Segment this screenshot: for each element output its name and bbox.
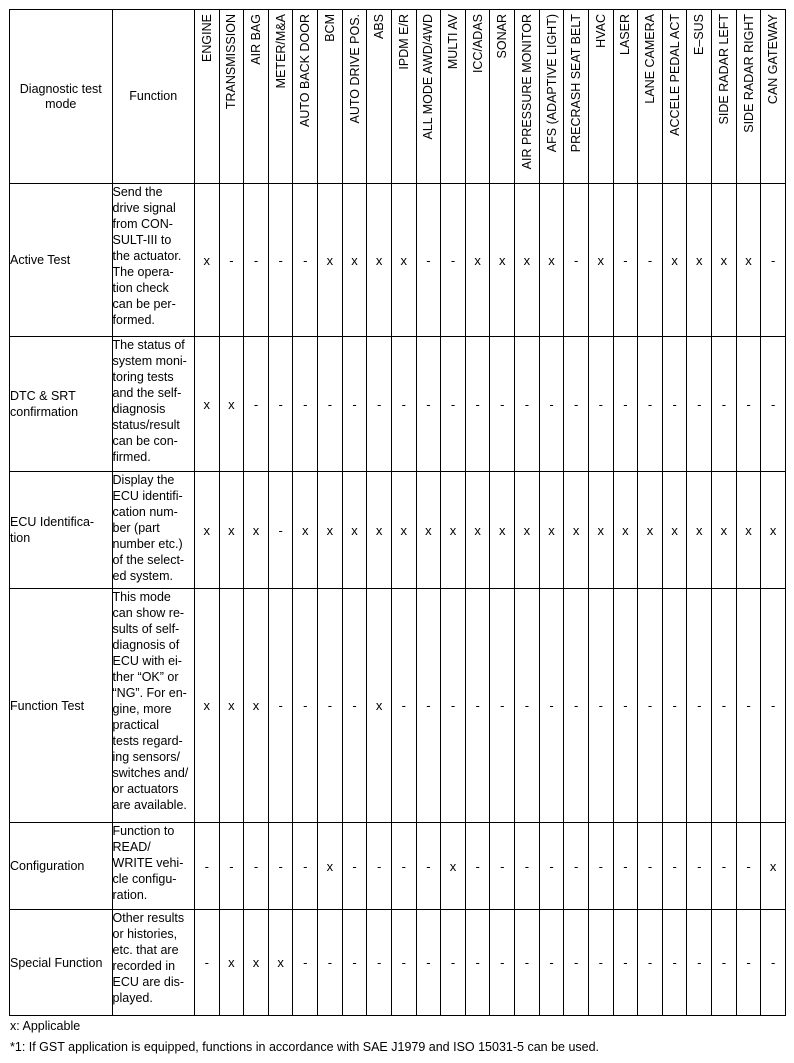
header-function: Function xyxy=(112,10,194,184)
function-line: tion check xyxy=(112,281,169,295)
function-line: practical xyxy=(112,718,160,732)
function-line: The opera- xyxy=(112,265,174,279)
diagnostic-mode-cell: Configuration xyxy=(10,823,113,910)
applicability-mark: - xyxy=(318,910,343,1016)
applicability-mark: - xyxy=(490,823,515,910)
applicability-mark: - xyxy=(515,910,540,1016)
system-label: CAN GATEWAY xyxy=(766,14,781,105)
applicability-mark: - xyxy=(244,823,269,910)
applicability-mark: - xyxy=(564,910,589,1016)
function-line: etc. that are xyxy=(112,943,179,957)
header-system xyxy=(490,10,515,184)
system-label: BCM xyxy=(322,14,337,42)
diagnostic-mode-cell: ECU Identifica-tion xyxy=(10,472,113,589)
applicability-mark: - xyxy=(662,823,687,910)
function-line: SULT-III to xyxy=(112,233,172,247)
function-line: or actuators xyxy=(112,782,179,796)
applicability-mark: - xyxy=(564,184,589,337)
function-line: READ/ xyxy=(112,840,151,854)
applicability-mark: - xyxy=(613,337,638,472)
header-system xyxy=(761,10,786,184)
applicability-mark: x xyxy=(367,184,392,337)
system-label: E–SUS xyxy=(692,14,707,55)
applicability-mark: - xyxy=(687,823,712,910)
header-system xyxy=(736,10,761,184)
applicability-mark: - xyxy=(712,910,737,1016)
applicability-mark: x xyxy=(761,823,786,910)
applicability-mark: - xyxy=(515,337,540,472)
applicability-mark: - xyxy=(539,910,564,1016)
function-line: ing sensors/ xyxy=(112,750,180,764)
function-line: from CON- xyxy=(112,217,173,231)
applicability-mark: - xyxy=(219,823,244,910)
applicability-mark: - xyxy=(293,184,318,337)
function-line: ber (part xyxy=(112,521,160,535)
system-label: PRECRASH SEAT BELT xyxy=(569,14,584,153)
applicability-mark: - xyxy=(712,589,737,823)
header-system xyxy=(244,10,269,184)
diagnostic-mode-cell: Function Test xyxy=(10,589,113,823)
applicability-mark: x xyxy=(441,472,466,589)
function-line: ECU identifi- xyxy=(112,489,183,503)
function-line: ther “OK” or xyxy=(112,670,179,684)
header-row xyxy=(10,10,786,184)
system-label: AIR PRESSURE MONITOR xyxy=(519,14,534,170)
applicability-mark: x xyxy=(244,910,269,1016)
header-system xyxy=(219,10,244,184)
applicability-mark: - xyxy=(638,589,663,823)
applicability-mark: x xyxy=(490,184,515,337)
function-line: tests regard- xyxy=(112,734,183,748)
applicability-mark: x xyxy=(588,472,613,589)
header-system xyxy=(441,10,466,184)
system-label: SONAR xyxy=(495,14,510,59)
applicability-mark: - xyxy=(416,910,441,1016)
applicability-mark: - xyxy=(564,337,589,472)
applicability-mark: - xyxy=(416,337,441,472)
applicability-mark: x xyxy=(736,472,761,589)
function-line: ed system. xyxy=(112,569,173,583)
applicability-mark: - xyxy=(367,337,392,472)
applicability-mark: x xyxy=(613,472,638,589)
applicability-mark: - xyxy=(441,337,466,472)
applicability-mark: - xyxy=(441,184,466,337)
applicability-mark: - xyxy=(268,184,293,337)
function-description-cell xyxy=(112,910,194,1016)
applicability-mark: x xyxy=(638,472,663,589)
applicability-mark: x xyxy=(564,472,589,589)
system-label: ENGINE xyxy=(199,14,214,62)
applicability-mark: - xyxy=(318,337,343,472)
applicability-mark: - xyxy=(638,910,663,1016)
function-description-cell xyxy=(112,337,194,472)
header-system xyxy=(638,10,663,184)
applicability-mark: - xyxy=(515,589,540,823)
system-label: MULTI AV xyxy=(446,14,460,70)
applicability-mark: x xyxy=(219,589,244,823)
function-line: WRITE vehi- xyxy=(112,856,184,870)
system-label: SIDE RADAR RIGHT xyxy=(741,14,756,133)
applicability-mark: x xyxy=(712,184,737,337)
system-label: ABS xyxy=(372,14,387,40)
system-label: ALL MODE AWD/4WD xyxy=(421,14,436,140)
applicability-mark: - xyxy=(416,823,441,910)
function-line: played. xyxy=(112,991,153,1005)
function-line: Other results xyxy=(112,911,185,925)
header-system xyxy=(712,10,737,184)
applicability-mark: x xyxy=(194,184,219,337)
function-line: the actuator. xyxy=(112,249,182,263)
applicability-mark: - xyxy=(515,823,540,910)
applicability-mark: - xyxy=(588,823,613,910)
applicability-mark: x xyxy=(736,184,761,337)
table-row xyxy=(10,337,786,472)
function-line: are available. xyxy=(112,798,187,812)
function-line: system moni- xyxy=(112,354,187,368)
diagnostic-mode-cell: Active Test xyxy=(10,184,113,337)
applicability-mark: x xyxy=(194,472,219,589)
header-system xyxy=(515,10,540,184)
function-description-cell xyxy=(112,184,194,337)
applicability-mark: - xyxy=(613,823,638,910)
applicability-mark: - xyxy=(465,337,490,472)
applicability-mark: - xyxy=(712,823,737,910)
applicability-mark: - xyxy=(219,184,244,337)
applicability-mark: - xyxy=(490,337,515,472)
applicability-mark: - xyxy=(687,337,712,472)
applicability-mark: x xyxy=(219,910,244,1016)
applicability-mark: - xyxy=(367,823,392,910)
applicability-mark: - xyxy=(194,823,219,910)
function-line: switches and/ xyxy=(112,766,189,780)
function-line: ration. xyxy=(112,888,148,902)
function-line: sults of self- xyxy=(112,622,180,636)
applicability-mark: - xyxy=(244,184,269,337)
function-line: cle configu- xyxy=(112,872,177,886)
applicability-mark: x xyxy=(293,472,318,589)
applicability-mark: x xyxy=(342,472,367,589)
applicability-mark: - xyxy=(318,589,343,823)
function-line: diagnosis of xyxy=(112,638,180,652)
header-system xyxy=(268,10,293,184)
function-line: number etc.) xyxy=(112,537,183,551)
applicability-mark: x xyxy=(465,184,490,337)
function-line: can be per- xyxy=(112,297,176,311)
applicability-mark: - xyxy=(194,910,219,1016)
applicability-mark: x xyxy=(490,472,515,589)
table-row xyxy=(10,184,786,337)
function-line: “NG”. For en- xyxy=(112,686,187,700)
system-label: LANE CAMERA xyxy=(643,14,657,104)
footnote: *1: If GST application is equipped, functions in accordance with SAE J1979 and ISO 15031-5 can be used. xyxy=(10,1040,600,1054)
table-row xyxy=(10,472,786,589)
header-system xyxy=(194,10,219,184)
applicability-mark: - xyxy=(687,910,712,1016)
applicability-mark: x xyxy=(515,184,540,337)
function-line: can show re- xyxy=(112,606,185,620)
system-label: TRANSMISSION xyxy=(224,14,239,110)
applicability-mark: - xyxy=(268,589,293,823)
applicability-mark: - xyxy=(638,184,663,337)
applicability-mark: - xyxy=(342,589,367,823)
applicability-mark: x xyxy=(539,184,564,337)
function-description-cell xyxy=(112,472,194,589)
function-line: cation num- xyxy=(112,505,178,519)
applicability-mark: x xyxy=(465,472,490,589)
system-label: AFS (ADAPTIVE LIGHT) xyxy=(544,14,559,153)
applicability-mark: x xyxy=(687,472,712,589)
applicability-mark: x xyxy=(391,472,416,589)
system-label: AIR BAG xyxy=(249,14,263,65)
applicability-mark: - xyxy=(539,823,564,910)
function-description-cell xyxy=(112,589,194,823)
header-system xyxy=(613,10,638,184)
applicability-mark: - xyxy=(391,910,416,1016)
function-line: toring tests xyxy=(112,370,174,384)
applicability-mark: - xyxy=(465,910,490,1016)
function-line: Display the xyxy=(112,473,175,487)
applicability-mark: - xyxy=(736,337,761,472)
applicability-mark: - xyxy=(441,589,466,823)
applicability-mark: - xyxy=(293,910,318,1016)
header-system xyxy=(465,10,490,184)
applicability-mark: x xyxy=(662,472,687,589)
applicability-mark: x xyxy=(268,910,293,1016)
applicability-mark: x xyxy=(194,589,219,823)
function-line: status/result xyxy=(112,418,180,432)
header-system xyxy=(391,10,416,184)
header-diagnostic-test-mode: Diagnostic test mode xyxy=(10,10,113,184)
applicability-mark: - xyxy=(736,823,761,910)
header-system xyxy=(318,10,343,184)
applicability-mark: x xyxy=(515,472,540,589)
diagnostic-mode-table xyxy=(9,9,786,1016)
function-line: can be con- xyxy=(112,434,178,448)
applicability-mark: - xyxy=(342,910,367,1016)
applicability-mark: x xyxy=(441,823,466,910)
applicability-mark: x xyxy=(539,472,564,589)
function-line: and the self- xyxy=(112,386,182,400)
function-line: firmed. xyxy=(112,450,151,464)
applicability-mark: - xyxy=(588,589,613,823)
function-line: formed. xyxy=(112,313,155,327)
header-system xyxy=(588,10,613,184)
header-system xyxy=(367,10,392,184)
applicability-mark: - xyxy=(712,337,737,472)
function-line: of the select- xyxy=(112,553,185,567)
applicability-mark: x xyxy=(367,589,392,823)
applicability-mark: - xyxy=(638,337,663,472)
function-line: Function to xyxy=(112,824,175,838)
applicability-mark: - xyxy=(367,910,392,1016)
function-line: diagnosis xyxy=(112,402,166,416)
function-line: recorded in xyxy=(112,959,176,973)
applicability-mark: - xyxy=(588,910,613,1016)
system-label: ICC/ADAS xyxy=(470,14,485,74)
applicability-mark: - xyxy=(244,337,269,472)
function-line: This mode xyxy=(112,590,171,604)
function-description-cell xyxy=(112,823,194,910)
function-line: The status of xyxy=(112,338,185,352)
applicability-mark: - xyxy=(761,337,786,472)
applicability-mark: - xyxy=(638,823,663,910)
applicability-mark: - xyxy=(465,589,490,823)
applicability-mark: - xyxy=(736,910,761,1016)
header-system xyxy=(687,10,712,184)
applicability-mark: - xyxy=(342,823,367,910)
header-system xyxy=(293,10,318,184)
applicability-mark: - xyxy=(391,589,416,823)
applicability-mark: - xyxy=(539,337,564,472)
system-label: LASER xyxy=(618,14,633,55)
notes xyxy=(10,1016,599,1058)
applicability-mark: - xyxy=(662,589,687,823)
system-label: SIDE RADAR LEFT xyxy=(716,14,731,125)
applicability-mark: - xyxy=(490,589,515,823)
applicability-mark: - xyxy=(416,589,441,823)
applicability-mark: - xyxy=(465,823,490,910)
applicability-mark: - xyxy=(613,910,638,1016)
applicability-mark: - xyxy=(490,910,515,1016)
applicability-mark: - xyxy=(662,337,687,472)
legend-note: x: Applicable xyxy=(10,1019,81,1033)
applicability-mark: - xyxy=(564,589,589,823)
applicability-mark: x xyxy=(318,472,343,589)
applicability-mark: - xyxy=(391,337,416,472)
function-line: or histories, xyxy=(112,927,178,941)
applicability-mark: x xyxy=(219,472,244,589)
applicability-mark: - xyxy=(293,823,318,910)
function-line: ECU are dis- xyxy=(112,975,185,989)
applicability-mark: - xyxy=(613,184,638,337)
applicability-mark: - xyxy=(268,337,293,472)
applicability-mark: - xyxy=(613,589,638,823)
applicability-mark: - xyxy=(268,472,293,589)
applicability-mark: - xyxy=(761,184,786,337)
applicability-mark: x xyxy=(391,184,416,337)
header-system xyxy=(416,10,441,184)
function-line: drive signal xyxy=(112,201,176,215)
diagnostic-mode-cell: Special Function xyxy=(10,910,113,1016)
applicability-mark: x xyxy=(416,472,441,589)
function-line: ECU with ei- xyxy=(112,654,182,668)
applicability-mark: x xyxy=(318,184,343,337)
applicability-mark: x xyxy=(588,184,613,337)
table-row xyxy=(10,910,786,1016)
applicability-mark: x xyxy=(712,472,737,589)
applicability-mark: - xyxy=(736,589,761,823)
header-system xyxy=(342,10,367,184)
applicability-mark: x xyxy=(318,823,343,910)
applicability-mark: - xyxy=(293,337,318,472)
applicability-mark: x xyxy=(244,589,269,823)
function-line: gine, more xyxy=(112,702,172,716)
applicability-mark: - xyxy=(293,589,318,823)
applicability-mark: x xyxy=(761,472,786,589)
header-system xyxy=(662,10,687,184)
table-row xyxy=(10,589,786,823)
applicability-mark: - xyxy=(761,910,786,1016)
table-row xyxy=(10,823,786,910)
applicability-mark: x xyxy=(342,184,367,337)
applicability-mark: - xyxy=(588,337,613,472)
function-line: Send the xyxy=(112,185,163,199)
applicability-mark: - xyxy=(687,589,712,823)
header-system xyxy=(564,10,589,184)
applicability-mark: x xyxy=(687,184,712,337)
applicability-mark: - xyxy=(416,184,441,337)
system-label: AUTO BACK DOOR xyxy=(298,14,313,127)
applicability-mark: x xyxy=(662,184,687,337)
applicability-mark: x xyxy=(194,337,219,472)
header-system xyxy=(539,10,564,184)
applicability-mark: - xyxy=(441,910,466,1016)
system-label: HVAC xyxy=(593,14,608,48)
applicability-mark: x xyxy=(367,472,392,589)
applicability-mark: x xyxy=(219,337,244,472)
system-label: AUTO DRIVE POS. xyxy=(347,14,362,124)
applicability-mark: - xyxy=(268,823,293,910)
system-label: METER/M&A xyxy=(273,14,288,89)
applicability-mark: x xyxy=(244,472,269,589)
system-label: IPDM E/R xyxy=(396,14,411,70)
applicability-mark: - xyxy=(564,823,589,910)
applicability-mark: - xyxy=(761,589,786,823)
applicability-mark: - xyxy=(662,910,687,1016)
system-label: ACCELE PEDAL ACT xyxy=(667,14,682,136)
diagnostic-mode-cell: DTC & SRT confirmation xyxy=(10,337,113,472)
applicability-mark: - xyxy=(539,589,564,823)
applicability-mark: - xyxy=(342,337,367,472)
applicability-mark: - xyxy=(391,823,416,910)
